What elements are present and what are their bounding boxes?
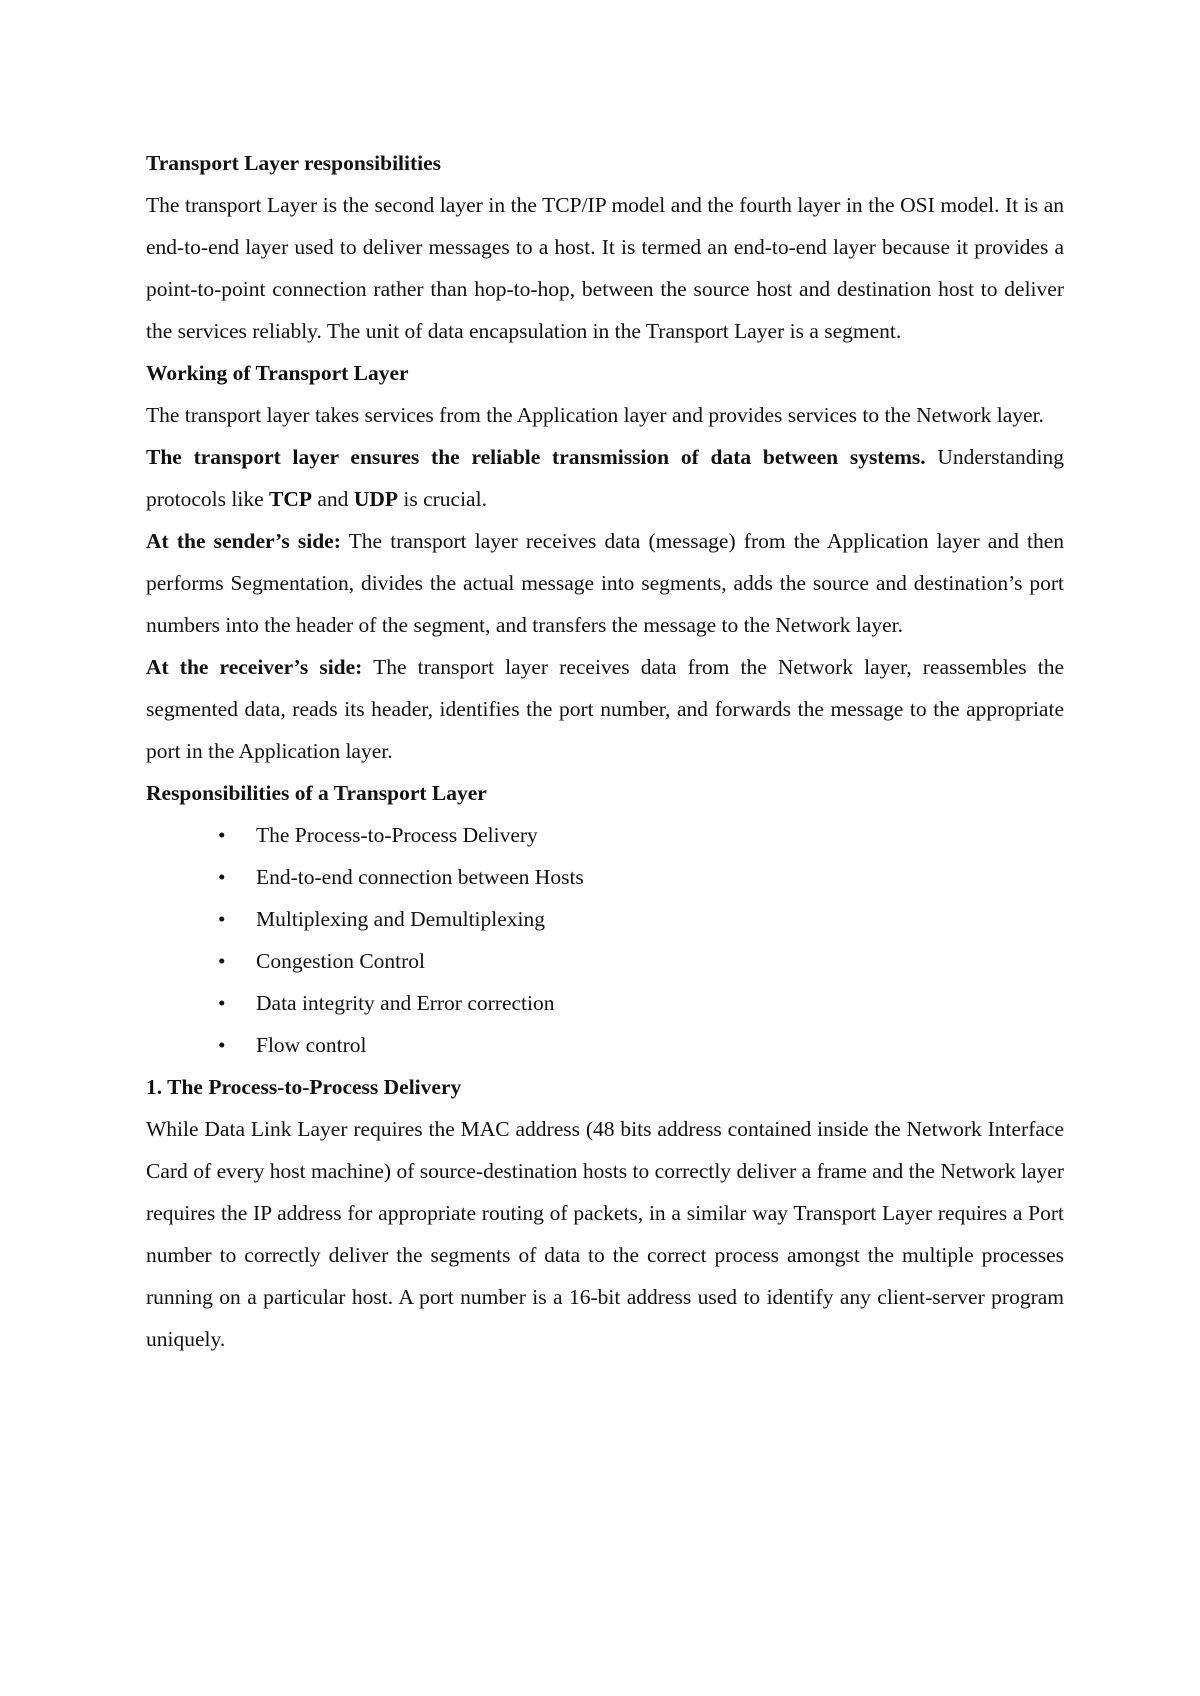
bold-udp: UDP — [353, 487, 398, 511]
paragraph-transport-layer-intro: The transport Layer is the second layer in the TCP/IP model and the fourth layer in the OSI model. It is an end-to-end layer used to deliver messages to a host. It is termed an end-to-end layer because it provides a point-to-point connection rather than hop-to-hop, between the source host and destination host to deliver the services reliably. The unit of data encapsulation in the Transport Layer is a segment. — [146, 193, 1064, 343]
paragraph-receiver-side — [146, 646, 1064, 772]
text-understanding-protocols: Understanding protocols like — [146, 445, 1064, 511]
text-is-crucial: is crucial. — [398, 487, 487, 511]
bullet-icon: • — [218, 907, 226, 931]
list-item — [146, 898, 1064, 940]
paragraph-services: The transport layer takes services from the Application layer and provides services to the Network layer. — [146, 403, 1044, 427]
bold-reliable-transmission: The transport layer ensures the reliable transmission of data between systems. — [146, 445, 926, 469]
bullet-icon: • — [218, 823, 226, 847]
bullet-icon: • — [218, 1033, 226, 1057]
list-item-text: The Process-to-Process Delivery — [256, 823, 538, 847]
label-receiver-side: At the receiver’s side: — [146, 655, 363, 679]
bullet-icon: • — [218, 949, 226, 973]
text-receiver-side: The transport layer receives data from the Network layer, reassembles the segmented data, reads its header, identifies the port number, and forwards the message to the appropriate port in the Application layer. — [146, 655, 1065, 763]
text-and: and — [312, 487, 354, 511]
list-item-text: Congestion Control — [256, 949, 426, 973]
list-item — [146, 940, 1064, 982]
list-item — [146, 856, 1064, 898]
list-item-text: Data integrity and Error correction — [256, 991, 555, 1015]
heading-working-of-transport-layer: Working of Transport Layer — [146, 361, 409, 385]
list-item-text: Multiplexing and Demultiplexing — [256, 907, 546, 931]
paragraph-reliable-transmission — [146, 436, 1064, 520]
list-item — [146, 814, 1064, 856]
paragraph-sender-side — [146, 520, 1064, 646]
text-sender-side: The transport layer receives data (message) from the Application layer and then performs Segmentation, divides the actual message into segments, adds the source and destination’s port numbers into the header of the segment, and transfers the message to the Network layer. — [146, 529, 1064, 637]
heading-process-to-process-delivery: 1. The Process-to-Process Delivery — [146, 1075, 462, 1099]
list-item-text: End-to-end connection between Hosts — [256, 865, 584, 889]
heading-responsibilities: Responsibilities of a Transport Layer — [146, 781, 487, 805]
label-sender-side: At the sender’s side: — [146, 529, 341, 553]
list-item — [146, 982, 1064, 1024]
list-item-text: Flow control — [256, 1033, 367, 1057]
bold-tcp: TCP — [269, 487, 313, 511]
responsibilities-list — [146, 814, 1064, 1066]
bullet-icon: • — [218, 991, 226, 1015]
heading-transport-layer-responsibilities: Transport Layer responsibilities — [146, 151, 442, 175]
paragraph-process-to-process: While Data Link Layer requires the MAC address (48 bits address contained inside the Network Interface Card of every host machine) of source-destination hosts to correctly deliver a frame and the Network layer requires the IP address for appropriate routing of packets, in a similar way Transport Layer requires a Port number to correctly deliver the segments of data to the correct process amongst the multiple processes running on a particular host. A port number is a 16-bit address used to identify any client-server program uniquely. — [146, 1117, 1064, 1351]
bullet-icon: • — [218, 865, 226, 889]
document-page — [146, 142, 1064, 1360]
list-item — [146, 1024, 1064, 1066]
